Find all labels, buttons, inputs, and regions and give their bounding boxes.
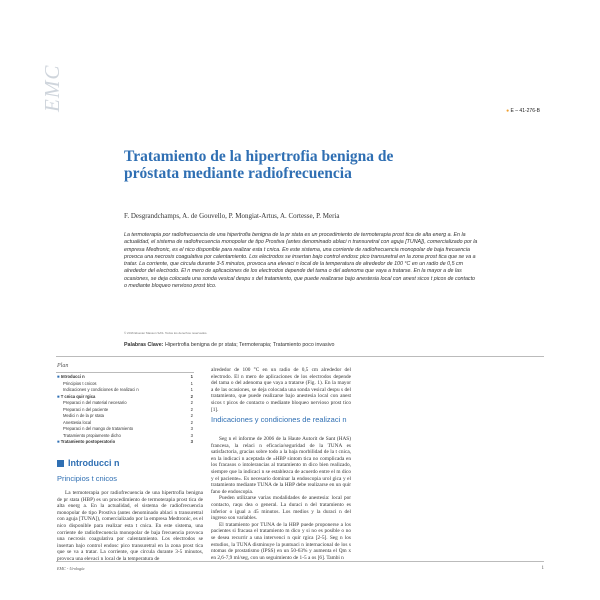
- keywords: [124, 342, 484, 348]
- toc-item-label: Medici n de la pr stata: [63, 413, 104, 418]
- toc-item-page: 2: [190, 419, 193, 425]
- subsection-principles: Principios t cnicos: [57, 474, 118, 483]
- divider: [56, 372, 194, 373]
- toc-item-label: Tratamiento postoperatorio: [60, 439, 116, 444]
- paragraph: Pueden utilizarse varias modalidades de anestesia: local por contacto, raqu dea o general. La duraci n del tratamiento es inferior o igual a 45 minutos. Los medios y la duraci n del ingreso son variables.: [211, 495, 351, 522]
- toc-item-page: 2: [190, 393, 193, 399]
- copyright: © 2016 Elsevier Masson SAS. Todos los derechos reservados.: [124, 331, 208, 335]
- toc-item-label: Principios t cnicos: [63, 380, 97, 386]
- keywords-label: Palabras Clave:: [124, 342, 164, 348]
- right-column-top: [211, 367, 351, 413]
- toc-item-label: Preparaci n del paciente: [63, 406, 109, 412]
- toc-item-label: Preparaci n del material necesario: [63, 400, 127, 405]
- left-column-text: [57, 490, 203, 563]
- toc-item-page: 2: [190, 413, 193, 418]
- toc-bullet-icon: ■: [57, 439, 61, 444]
- toc-item-label: Indicaciones y condiciones de realizaci n: [63, 387, 139, 392]
- toc-item-page: 1: [190, 374, 193, 379]
- section-heading-text: Introducci n: [68, 458, 120, 468]
- page-number: 1: [541, 566, 544, 571]
- subsection-indications: Indicaciones y condiciones de realizaci n: [211, 415, 347, 424]
- right-column-body: [211, 436, 351, 561]
- section-square-icon: [57, 460, 64, 467]
- toc-item-page: 3: [190, 439, 193, 444]
- article-title: Tratamiento de la hipertrofia benigna de próstata mediante radiofrecuencia: [124, 148, 394, 182]
- toc-item-page: 2: [190, 400, 193, 405]
- footer-divider: [56, 561, 544, 562]
- paragraph: El tratamiento por TUNA de la HBP puede proponerse a los pacientes si fracasa el tratamiento m dico y si no es posible o no se desea recurrir a una intervenci n quir rgica [2-5]. Seg n los estudios, la TUNA disminuye la puntuaci n internacional de los s ntomas de prostatismo (IPSS) en un 50-63% y aumenta el Qm x en 2,6-7,9 ml/seg, con un seguimiento de 1-5 a os [6]. Tambi n: [211, 521, 351, 561]
- toc-bullet-icon: ■: [57, 393, 61, 399]
- paragraph: Seg n el informe de 2006 de la Haute Autorit de Sant (HAS) francesa, la relaci n eficacia/seguridad de la TUNA es satisfactoria, gracias sobre todo a la baja morbilidad de la t cnica, en la indicaci n aceptada de «HBP sintom tica no complicada en los fracasos o intolerancias al tratamiento m dico bien realizado, siempre que la indicaci n se establezca de acuerdo entre el m dico y el paciente». Es necesario dominar la endoscopia urol gica y el tratamiento mediante TUNA de la HBP debe realizarse en un quir fano de endoscopia.: [211, 436, 351, 495]
- abstract: La termoterapia por radiofrecuencia de una hipertrofia benigna de la pr stata es un procedimiento de termoterapia prost tica de alta energ a. En la actualidad, el sistema de radiofrecuencia monopolar de tipo Prostiva (antes denominado ablaci n transuretral con aguja [TUNA]), comercializado por la empresa Medtronic, es el nico disponible para realizar esta t cnica. En este sistema, una corriente de radiofrecuencia monopolar de baja frecuencia provoca una necrosis coagulativa por calentamiento. Los electrodos se insertan bajo control endosc pico transuretral en la zona prost tica que se va a tratar. La corriente, que circula durante 3-5 minutos, provoca una elevaci n local de la temperatura de alrededor de 100 °C en un radio de 0,5 cm alrededor del electrodo. El n mero de aplicaciones de los electrodos depende del tama o del adenoma que vaya a tratarse. En la mayor a de las ocasiones, se deja colocada una sonda vesical despu s del tratamiento, que puede realizarse bajo anestesia local con anest sicos t picos de contacto o mediante bloqueo nervioso prost tico.: [124, 232, 478, 290]
- paragraph: alrededor de 100 °C en un radio de 0,5 cm alrededor del electrodo. El n mero de aplicaciones de los electrodos depende del tama o del adenoma que vaya a tratarse (Fig. 1). En la mayor a de las ocasiones, se deja colocada una sonda vesical despu s del tratamiento, que puede realizarse bajo anestesia local con anest sicos t picos de contacto o mediante bloqueo nervioso prost tico [1].: [211, 367, 351, 413]
- table-of-contents: [57, 374, 193, 446]
- toc-item-label: Preparaci n del mango de tratamiento: [63, 426, 134, 431]
- authors: F. Desgrandchamps, A. de Gouvello, P. Mongiat-Artus, A. Cortesse, P. Meria: [124, 212, 340, 220]
- document-reference: ● E – 41-276-B: [506, 108, 540, 114]
- toc-item-page: 3: [190, 432, 193, 438]
- divider: [56, 356, 544, 357]
- toc-item[interactable]: [57, 439, 193, 446]
- toc-bullet-icon: ■: [57, 374, 61, 379]
- footer-journal: EMC - Urología: [57, 566, 85, 571]
- toc-item-label: Tratamiento propiamente dicho: [63, 432, 121, 438]
- toc-item-page: 1: [190, 387, 193, 392]
- paragraph: La termoterapia por radiofrecuencia de una hipertrofia benigna de pr stata (HBP) es un procedimiento de termoterapia prost tica de alta energ a. En la actualidad, el sistema de radiofrecuencia monopolar de tipo Prostiva (antes denominado ablaci n transuretral con aguja [TUNA]), comercializado por la empresa Medtronic, es el nico disponible para realizar esta t cnica. En este sistema, una corriente de radiofrecuencia monopolar de baja frecuencia provoca una necrosis coagulativa por calentamiento. Los electrodos se insertan bajo control endosc pico transuretral en la zona prost tica que se va a tratar. La corriente, que circula durante 3-5 minutos, provoca una elevaci n local de la temperatura de: [57, 490, 203, 562]
- toc-item-page: 1: [190, 380, 193, 386]
- plan-label: Plan: [57, 363, 69, 369]
- doc-ref-text: E – 41-276-B: [510, 108, 540, 114]
- section-heading-intro: [57, 458, 120, 468]
- keywords-text: Hipertrofia benigna de pr stata; Termoterapia; Tratamiento poco invasivo: [164, 342, 335, 348]
- toc-item-label: Introducci n: [60, 374, 85, 379]
- toc-item-label: Anestesia local: [63, 419, 92, 425]
- emc-logo: EMC: [40, 64, 64, 112]
- toc-item-page: 2: [190, 406, 193, 412]
- toc-item-label: T cnica quir rgica: [60, 393, 96, 399]
- toc-item-page: 3: [190, 426, 193, 431]
